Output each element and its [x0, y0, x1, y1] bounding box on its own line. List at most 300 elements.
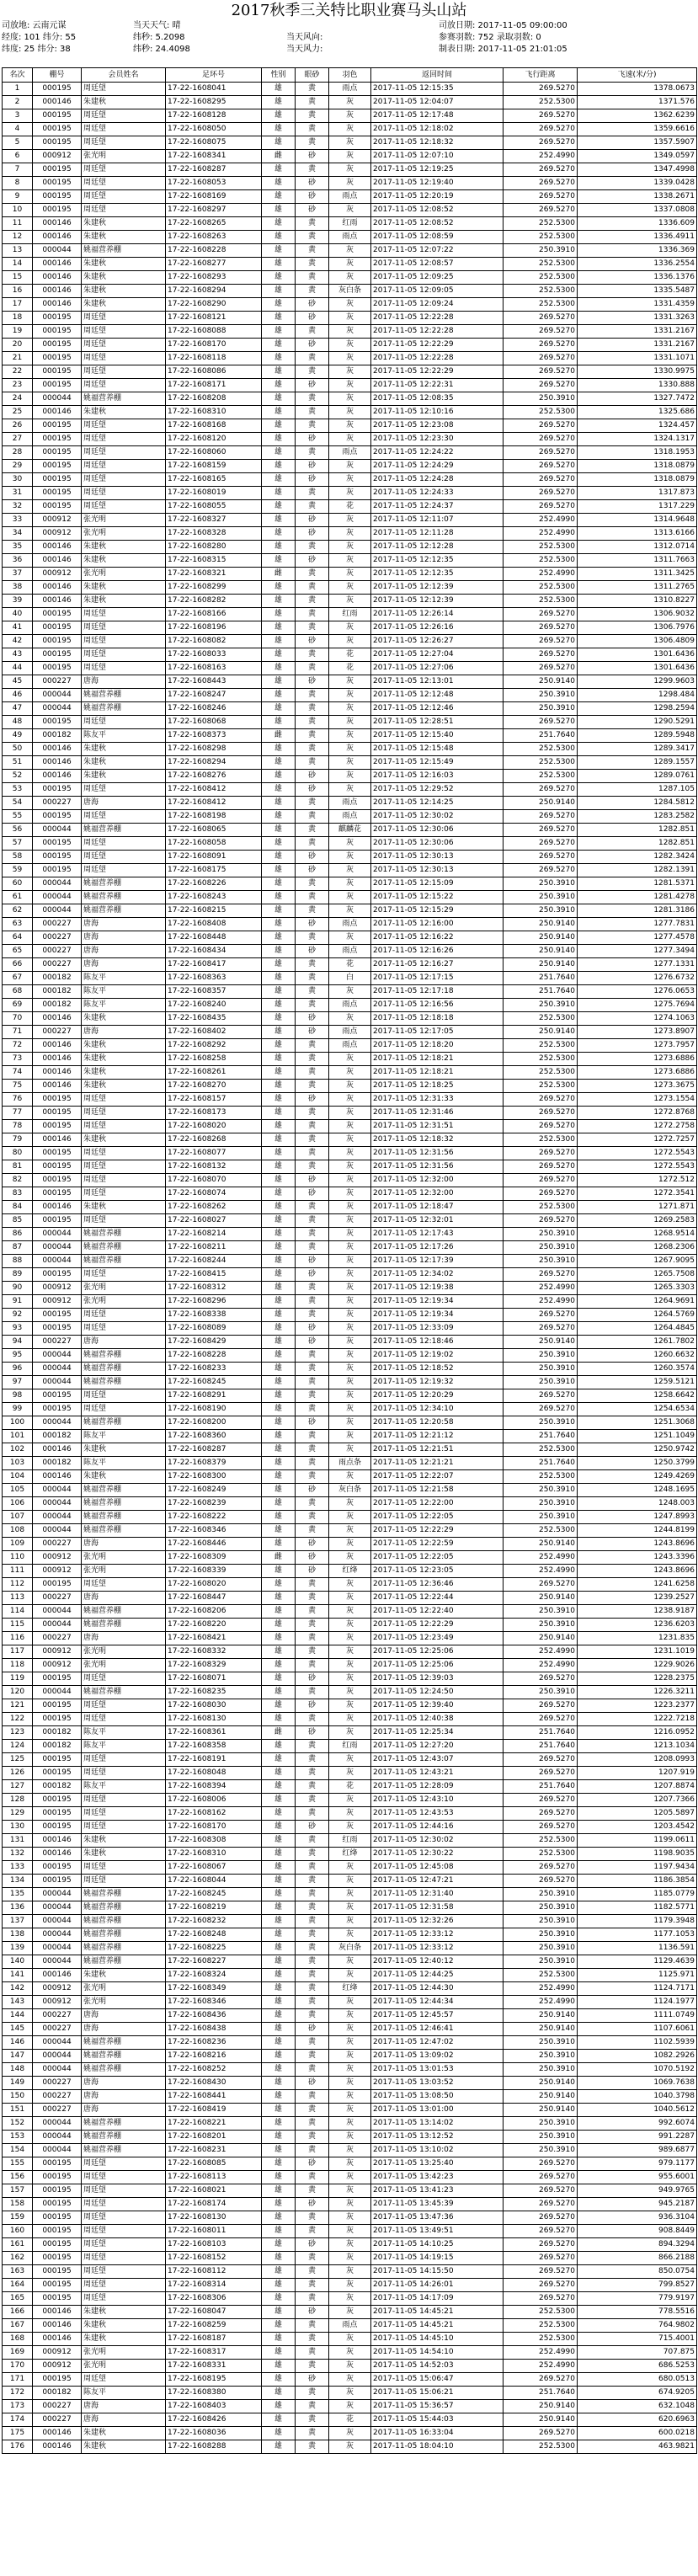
cell-distance: 269.5270: [504, 716, 578, 729]
cell-ring: 17-22-1608121: [166, 312, 262, 325]
cell-member: 周廷望: [82, 2292, 166, 2306]
cell-speed: 1265.3303: [578, 1282, 697, 1295]
cell-eye: 黄: [296, 837, 329, 851]
cell-member: 周廷望: [82, 446, 166, 460]
cell-eye: 黄: [296, 1470, 329, 1484]
cell-distance: 252.5300: [504, 96, 578, 109]
cell-color: 灰: [329, 177, 371, 190]
cell-loft: 000044: [33, 1241, 82, 1255]
cell-member: 唐海: [82, 958, 166, 972]
cell-return-time: 2017-11-05 12:32:00: [371, 1174, 504, 1187]
cell-distance: 269.5270: [504, 1578, 578, 1592]
cell-rank: 5: [3, 136, 33, 150]
cell-distance: 250.3910: [504, 2050, 578, 2063]
cell-return-time: 2017-11-05 12:08:57: [371, 258, 504, 271]
cell-speed: 1318.0879: [578, 473, 697, 487]
cell-return-time: 2017-11-05 12:12:35: [371, 568, 504, 581]
cell-color: 灰: [329, 931, 371, 945]
cell-ring: 17-22-1608235: [166, 1686, 262, 1699]
cell-sex: 雄: [262, 231, 296, 244]
cell-eye: 砂: [296, 864, 329, 877]
cell-eye: 黄: [296, 541, 329, 554]
cell-distance: 250.9140: [504, 2023, 578, 2036]
cell-sex: 雄: [262, 1565, 296, 1578]
table-row: [3, 433, 697, 446]
table-row: [3, 2292, 697, 2306]
cell-loft: 000227: [33, 1592, 82, 1605]
cell-color: 花: [329, 500, 371, 514]
cell-color: 灰: [329, 1201, 371, 1214]
cell-ring: 17-22-1608329: [166, 1659, 262, 1672]
table-row: [3, 716, 697, 729]
cell-color: 灰: [329, 2157, 371, 2171]
cell-eye: 黄: [296, 487, 329, 500]
cell-speed: 991.2287: [578, 2131, 697, 2144]
cell-color: 灰: [329, 258, 371, 271]
cell-sex: 雄: [262, 1834, 296, 1848]
cell-member: 周廷望: [82, 864, 166, 877]
cell-eye: 砂: [296, 2306, 329, 2319]
cell-rank: 6: [3, 150, 33, 163]
cell-loft: 000912: [33, 1996, 82, 2009]
table-row: [3, 635, 697, 648]
table-row: [3, 2090, 697, 2104]
cell-color: 灰: [329, 1416, 371, 1430]
cell-eye: 黄: [296, 797, 329, 810]
cell-speed: 1273.8907: [578, 1026, 697, 1039]
cell-distance: 252.5300: [504, 1133, 578, 1147]
cell-rank: 121: [3, 1699, 33, 1713]
cell-loft: 000044: [33, 1416, 82, 1430]
cell-return-time: 2017-11-05 14:17:09: [371, 2292, 504, 2306]
weather: 当天天气: 晴: [133, 21, 181, 30]
cell-return-time: 2017-11-05 12:15:35: [371, 83, 504, 96]
table-row: [3, 231, 697, 244]
cell-rank: 168: [3, 2333, 33, 2346]
cell-member: 张光明: [82, 1295, 166, 1309]
cell-distance: 250.9140: [504, 1336, 578, 1349]
cell-ring: 17-22-1608394: [166, 1780, 262, 1794]
cell-speed: 1207.7366: [578, 1794, 697, 1807]
cell-return-time: 2017-11-05 12:24:22: [371, 446, 504, 460]
cell-distance: 250.9140: [504, 2077, 578, 2090]
cell-sex: 雄: [262, 2023, 296, 2036]
cell-sex: 雄: [262, 2009, 296, 2023]
cell-member: 姚福营养棚: [82, 2131, 166, 2144]
cell-sex: 雄: [262, 1524, 296, 1538]
cell-ring: 17-22-1608296: [166, 1295, 262, 1309]
cell-rank: 14: [3, 258, 33, 271]
cell-member: 姚福营养棚: [82, 824, 166, 837]
cell-distance: 269.5270: [504, 1187, 578, 1201]
cell-member: 陈友平: [82, 1430, 166, 1443]
cell-ring: 17-22-1608361: [166, 1726, 262, 1740]
cell-sex: 雄: [262, 621, 296, 635]
cell-color: 灰: [329, 756, 371, 770]
table-row: [3, 1834, 697, 1848]
cell-sex: 雄: [262, 1389, 296, 1403]
cell-member: 唐海: [82, 2009, 166, 2023]
cell-rank: 49: [3, 729, 33, 743]
cell-sex: 雄: [262, 2346, 296, 2360]
cell-eye: 黄: [296, 1794, 329, 1807]
cell-sex: 雄: [262, 1659, 296, 1672]
cell-distance: 250.3910: [504, 904, 578, 918]
cell-ring: 17-22-1608071: [166, 1672, 262, 1686]
cell-rank: 109: [3, 1538, 33, 1551]
cell-loft: 000195: [33, 2211, 82, 2225]
cell-rank: 42: [3, 635, 33, 648]
cell-speed: 1289.5948: [578, 729, 697, 743]
cell-speed: 764.9802: [578, 2319, 697, 2333]
table-row: [3, 1255, 697, 1268]
cell-member: 周廷望: [82, 2157, 166, 2171]
cell-eye: 黄: [296, 2400, 329, 2413]
cell-distance: 250.9140: [504, 2104, 578, 2117]
cell-color: 灰: [329, 891, 371, 904]
cell-member: 周廷望: [82, 2279, 166, 2292]
cell-speed: 1238.9187: [578, 1605, 697, 1619]
cell-distance: 269.5270: [504, 325, 578, 339]
cell-distance: 269.5270: [504, 1389, 578, 1403]
cell-eye: 砂: [296, 1322, 329, 1336]
table-row: [3, 177, 697, 190]
cell-sex: 雄: [262, 473, 296, 487]
cell-sex: 雄: [262, 1214, 296, 1228]
cell-member: 周廷望: [82, 1672, 166, 1686]
cell-color: 花: [329, 662, 371, 675]
cell-loft: 000044: [33, 702, 82, 716]
table-row: [3, 1403, 697, 1416]
cell-color: 灰: [329, 1430, 371, 1443]
cell-rank: 30: [3, 473, 33, 487]
cell-member: 周廷望: [82, 1699, 166, 1713]
cell-loft: 000227: [33, 958, 82, 972]
cell-member: 周廷望: [82, 1187, 166, 1201]
cell-sex: 雄: [262, 1093, 296, 1107]
cell-return-time: 2017-11-05 12:15:09: [371, 877, 504, 891]
cell-ring: 17-22-1608309: [166, 1551, 262, 1565]
cell-speed: 1282.3424: [578, 851, 697, 864]
cell-loft: 000195: [33, 352, 82, 365]
table-row: [3, 2360, 697, 2373]
cell-distance: 269.5270: [504, 2184, 578, 2198]
cell-distance: 269.5270: [504, 1322, 578, 1336]
cell-ring: 17-22-1608191: [166, 1753, 262, 1767]
cell-sex: 雄: [262, 2077, 296, 2090]
cell-loft: 000195: [33, 1578, 82, 1592]
cell-return-time: 2017-11-05 14:54:10: [371, 2346, 504, 2360]
cell-eye: 砂: [296, 675, 329, 689]
cell-speed: 1284.5812: [578, 797, 697, 810]
cell-ring: 17-22-1608226: [166, 877, 262, 891]
cell-rank: 32: [3, 500, 33, 514]
cell-distance: 250.3910: [504, 1619, 578, 1632]
cell-sex: 雄: [262, 2211, 296, 2225]
cell-speed: 1267.9095: [578, 1255, 697, 1268]
cell-color: 灰: [329, 2050, 371, 2063]
cell-ring: 17-22-1608447: [166, 1592, 262, 1605]
cell-speed: 1244.8199: [578, 1524, 697, 1538]
cell-return-time: 2017-11-05 12:12:35: [371, 554, 504, 568]
cell-eye: 黄: [296, 1780, 329, 1794]
cell-speed: 1268.2306: [578, 1241, 697, 1255]
cell-speed: 1264.5769: [578, 1309, 697, 1322]
cell-member: 周廷望: [82, 1214, 166, 1228]
table-row: [3, 1969, 697, 1982]
cell-speed: 866.2188: [578, 2252, 697, 2265]
table-row: [3, 1645, 697, 1659]
cell-rank: 128: [3, 1794, 33, 1807]
cell-ring: 17-22-1608290: [166, 298, 262, 312]
cell-color: 灰: [329, 1349, 371, 1363]
cell-loft: 000912: [33, 150, 82, 163]
cell-distance: 250.3910: [504, 1686, 578, 1699]
cell-return-time: 2017-11-05 12:23:30: [371, 433, 504, 446]
cell-ring: 17-22-1608089: [166, 1322, 262, 1336]
cell-member: 朱建秋: [82, 1080, 166, 1093]
cell-rank: 83: [3, 1187, 33, 1201]
cell-ring: 17-22-1608245: [166, 1376, 262, 1389]
table-row: [3, 608, 697, 621]
cell-color: 红雨: [329, 1740, 371, 1753]
cell-ring: 17-22-1608346: [166, 1524, 262, 1538]
cell-sex: 雄: [262, 1336, 296, 1349]
cell-speed: 989.6877: [578, 2144, 697, 2157]
cell-loft: 000195: [33, 662, 82, 675]
cell-ring: 17-22-1608434: [166, 945, 262, 958]
cell-return-time: 2017-11-05 12:22:29: [371, 1524, 504, 1538]
cell-loft: 000195: [33, 339, 82, 352]
cell-speed: 674.9205: [578, 2387, 697, 2400]
cell-color: 灰: [329, 1538, 371, 1551]
cell-sex: 雄: [262, 743, 296, 756]
cell-color: 灰: [329, 2117, 371, 2131]
cell-eye: 黄: [296, 1834, 329, 1848]
cell-return-time: 2017-11-05 12:18:47: [371, 1201, 504, 1214]
cell-distance: 252.5300: [504, 1834, 578, 1848]
cell-loft: 000146: [33, 770, 82, 783]
cell-speed: 1207.8874: [578, 1780, 697, 1794]
cell-rank: 21: [3, 352, 33, 365]
table-row: [3, 1039, 697, 1053]
table-row: [3, 824, 697, 837]
cell-color: 灰: [329, 1605, 371, 1619]
table-row: [3, 581, 697, 595]
cell-distance: 269.5270: [504, 2211, 578, 2225]
cell-return-time: 2017-11-05 12:24:28: [371, 473, 504, 487]
cell-sex: 雄: [262, 2171, 296, 2184]
cell-sex: 雄: [262, 877, 296, 891]
cell-speed: 1336.2554: [578, 258, 697, 271]
cell-sex: 雄: [262, 419, 296, 433]
cell-member: 姚福营养棚: [82, 1942, 166, 1955]
cell-eye: 砂: [296, 1699, 329, 1713]
cell-sex: 雄: [262, 2360, 296, 2373]
cell-distance: 269.5270: [504, 1699, 578, 1713]
cell-eye: 黄: [296, 904, 329, 918]
cell-rank: 62: [3, 904, 33, 918]
cell-ring: 17-22-1608239: [166, 1497, 262, 1511]
cell-sex: 雄: [262, 662, 296, 675]
cell-sex: 雄: [262, 285, 296, 298]
cell-ring: 17-22-1608206: [166, 1605, 262, 1619]
cell-eye: 黄: [296, 2211, 329, 2225]
cell-return-time: 2017-11-05 13:10:02: [371, 2144, 504, 2157]
cell-rank: 162: [3, 2252, 33, 2265]
cell-speed: 1317.229: [578, 500, 697, 514]
cell-ring: 17-22-1608332: [166, 1645, 262, 1659]
table-row: [3, 419, 697, 433]
cell-sex: 雄: [262, 1928, 296, 1942]
cell-speed: 1264.4845: [578, 1322, 697, 1336]
cell-loft: 000227: [33, 797, 82, 810]
cell-distance: 269.5270: [504, 1821, 578, 1834]
cell-eye: 黄: [296, 136, 329, 150]
cell-distance: 250.9140: [504, 2400, 578, 2413]
cell-rank: 4: [3, 123, 33, 136]
cell-distance: 269.5270: [504, 1107, 578, 1120]
cell-speed: 1259.5121: [578, 1376, 697, 1389]
cell-distance: 250.3910: [504, 1241, 578, 1255]
cell-sex: 雄: [262, 1363, 296, 1376]
cell-eye: 黄: [296, 931, 329, 945]
cell-eye: 黄: [296, 608, 329, 621]
cell-speed: 1277.3494: [578, 945, 697, 958]
cell-sex: 雄: [262, 554, 296, 568]
cell-ring: 17-22-1608055: [166, 500, 262, 514]
cell-sex: 雄: [262, 1120, 296, 1133]
cell-loft: 000195: [33, 1107, 82, 1120]
cell-member: 朱建秋: [82, 1848, 166, 1861]
cell-ring: 17-22-1608228: [166, 244, 262, 258]
cell-sex: 雄: [262, 1241, 296, 1255]
cell-eye: 黄: [296, 109, 329, 123]
table-row: [3, 945, 697, 958]
cell-rank: 75: [3, 1080, 33, 1093]
cell-rank: 58: [3, 851, 33, 864]
cell-member: 周廷望: [82, 1807, 166, 1821]
cell-speed: 1277.4578: [578, 931, 697, 945]
cell-ring: 17-22-1608341: [166, 150, 262, 163]
release-date: 司放日期: 2017-11-05 09:00:00: [439, 21, 567, 30]
cell-color: 灰: [329, 783, 371, 797]
cell-return-time: 2017-11-05 12:18:52: [371, 1363, 504, 1376]
cell-distance: 251.7640: [504, 729, 578, 743]
cell-loft: 000146: [33, 217, 82, 231]
cell-ring: 17-22-1608346: [166, 1996, 262, 2009]
cell-color: 灰: [329, 1080, 371, 1093]
cell-member: 周廷望: [82, 136, 166, 150]
wind-direction: 当天风向:: [286, 33, 323, 42]
cell-color: 雨点: [329, 810, 371, 824]
cell-ring: 17-22-1608268: [166, 1133, 262, 1147]
cell-sex: 雄: [262, 204, 296, 217]
cell-loft: 000195: [33, 851, 82, 864]
cell-return-time: 2017-11-05 12:27:06: [371, 662, 504, 675]
cell-member: 周廷望: [82, 635, 166, 648]
cell-eye: 黄: [296, 2360, 329, 2373]
table-row: [3, 958, 697, 972]
cell-sex: 雄: [262, 1201, 296, 1214]
cell-rank: 3: [3, 109, 33, 123]
cell-speed: 1229.9026: [578, 1659, 697, 1672]
cell-eye: 黄: [296, 1133, 329, 1147]
cell-rank: 46: [3, 689, 33, 702]
cell-sex: 雄: [262, 2306, 296, 2319]
cell-speed: 1254.6534: [578, 1403, 697, 1416]
cell-rank: 140: [3, 1955, 33, 1969]
cell-distance: 269.5270: [504, 2225, 578, 2238]
cell-member: 周廷望: [82, 2171, 166, 2184]
cell-loft: 000146: [33, 1012, 82, 1026]
cell-loft: 000044: [33, 1349, 82, 1363]
cell-ring: 17-22-1608231: [166, 2144, 262, 2157]
cell-distance: 250.3910: [504, 2131, 578, 2144]
cell-eye: 黄: [296, 244, 329, 258]
cell-eye: 黄: [296, 985, 329, 999]
cell-member: 朱建秋: [82, 1470, 166, 1484]
cell-return-time: 2017-11-05 15:06:47: [371, 2373, 504, 2387]
cell-eye: 黄: [296, 621, 329, 635]
cell-sex: 雄: [262, 271, 296, 285]
cell-sex: 雄: [262, 1470, 296, 1484]
cell-member: 周廷望: [82, 177, 166, 190]
cell-speed: 1324.457: [578, 419, 697, 433]
cell-sex: 雄: [262, 797, 296, 810]
cell-color: 灰: [329, 904, 371, 918]
cell-distance: 269.5270: [504, 109, 578, 123]
cell-member: 周廷望: [82, 1713, 166, 1726]
cell-rank: 82: [3, 1174, 33, 1187]
cell-speed: 1208.0993: [578, 1753, 697, 1767]
cell-return-time: 2017-11-05 12:17:43: [371, 1228, 504, 1241]
cell-loft: 000195: [33, 1861, 82, 1875]
cell-rank: 31: [3, 487, 33, 500]
cell-color: 灰: [329, 1794, 371, 1807]
cell-loft: 000195: [33, 204, 82, 217]
cell-rank: 8: [3, 177, 33, 190]
cell-eye: 黄: [296, 1645, 329, 1659]
cell-sex: 雄: [262, 96, 296, 109]
table-row: [3, 2346, 697, 2360]
cell-speed: 1336.609: [578, 217, 697, 231]
cell-speed: 1289.3417: [578, 743, 697, 756]
table-row: [3, 1780, 697, 1794]
table-row: [3, 1672, 697, 1686]
table-row: [3, 325, 697, 339]
cell-member: 张光明: [82, 1996, 166, 2009]
cell-member: 朱建秋: [82, 541, 166, 554]
cell-return-time: 2017-11-05 12:31:46: [371, 1107, 504, 1120]
cell-member: 周廷望: [82, 1821, 166, 1834]
cell-speed: 1243.8696: [578, 1538, 697, 1551]
cell-sex: 雄: [262, 1322, 296, 1336]
cell-member: 姚福营养棚: [82, 2036, 166, 2050]
cell-speed: 1272.3541: [578, 1187, 697, 1201]
cell-member: 姚福营养棚: [82, 1915, 166, 1928]
cell-return-time: 2017-11-05 12:22:40: [371, 1605, 504, 1619]
cell-distance: 251.7640: [504, 1430, 578, 1443]
cell-distance: 250.3910: [504, 2036, 578, 2050]
cell-return-time: 2017-11-05 13:25:40: [371, 2157, 504, 2171]
cell-loft: 000195: [33, 837, 82, 851]
cell-speed: 1260.3574: [578, 1363, 697, 1376]
cell-rank: 102: [3, 1443, 33, 1457]
cell-ring: 17-22-1608243: [166, 891, 262, 904]
cell-ring: 17-22-1608246: [166, 702, 262, 716]
cell-return-time: 2017-11-05 12:31:56: [371, 1160, 504, 1174]
